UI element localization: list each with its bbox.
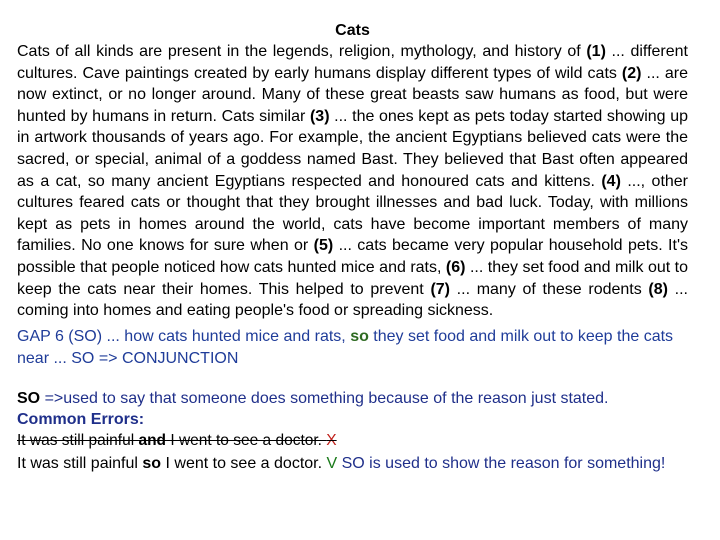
wrong-example-text: It was still painful [17, 431, 139, 449]
wrong-example-rest: I went to see a doctor. [166, 431, 327, 449]
gap-marker-6: (6) [445, 258, 466, 276]
passage-segment: Cats of all kinds are present in the legends, religion, mythology, and history of [17, 43, 587, 60]
gap6-lead: GAP 6 (SO) ... how cats hunted mice and rats, [17, 327, 351, 345]
gap-marker-7: (7) [430, 280, 450, 298]
wrong-example-word: and [138, 431, 167, 449]
so-rule-text: =>used to say that someone does something because of the reason just stated. [40, 389, 609, 407]
right-example-text: It was still painful [17, 454, 143, 472]
gap-marker-4: (4) [601, 172, 621, 190]
gap-marker-2: (2) [621, 64, 642, 82]
passage-text [17, 41, 688, 322]
passage-segment: ... cats became very popular household pets. It's possible that people noticed how cats hunted mice and rats, [17, 237, 688, 276]
page [17, 20, 688, 475]
wrong-mark-icon: X [326, 431, 337, 449]
page-title: Cats [335, 22, 370, 39]
gap-marker-1: (1) [586, 43, 606, 60]
passage-segment: ... many of these rodents [450, 280, 649, 298]
so-rule-label: SO [17, 389, 41, 407]
passage-segment: ..., other cultures feared cats or thought that they brought illnesses and bad luck. Today, with millions kept as pets in homes around the world, cats have become important members of many families. No one knows for sure when or [17, 172, 689, 255]
so-rule [17, 388, 688, 409]
common-errors-heading: Common Errors: [17, 410, 145, 428]
passage-segment: ... the ones kept as pets today started showing up in artwork thousands of years ago. For example, the ancient Egyptians believed cats were the sacred, or special, animal of a goddess named Bast. They believed that Bast often appeared as a cat, so many ancient Egyptians respected and honoured cats and kittens. [17, 107, 689, 190]
wrong-example [17, 431, 688, 451]
right-example-word: so [142, 454, 162, 472]
gap6-so-word: so [350, 327, 369, 345]
gap-marker-3: (3) [309, 107, 330, 125]
gap-marker-5: (5) [313, 237, 334, 255]
passage-segment: ... they set food and milk out to keep the cats near their homes. This helped to prevent [17, 258, 688, 298]
right-example-explanation: SO is used to show the reason for something! [337, 454, 666, 472]
right-example [17, 453, 688, 475]
right-example-rest: I went to see a doctor. [161, 454, 327, 472]
passage-segment: ... are now extinct, or no longer around. Many of these great beasts saw humans as food, but were hunted by humans in return. Cats similar [17, 64, 689, 125]
passage-segment: ... coming into homes and eating people's food or spreading sickness. [17, 280, 689, 320]
gap-marker-8: (8) [648, 280, 668, 298]
correct-mark-icon: V [326, 454, 338, 472]
gap6-tail: they set food and milk out to keep the cats near ... SO => CONJUNCTION [17, 327, 674, 367]
gap6-explanation [17, 326, 688, 370]
passage-segment: ... different cultures. Cave paintings created by early humans display different types of wild cats [17, 43, 689, 82]
